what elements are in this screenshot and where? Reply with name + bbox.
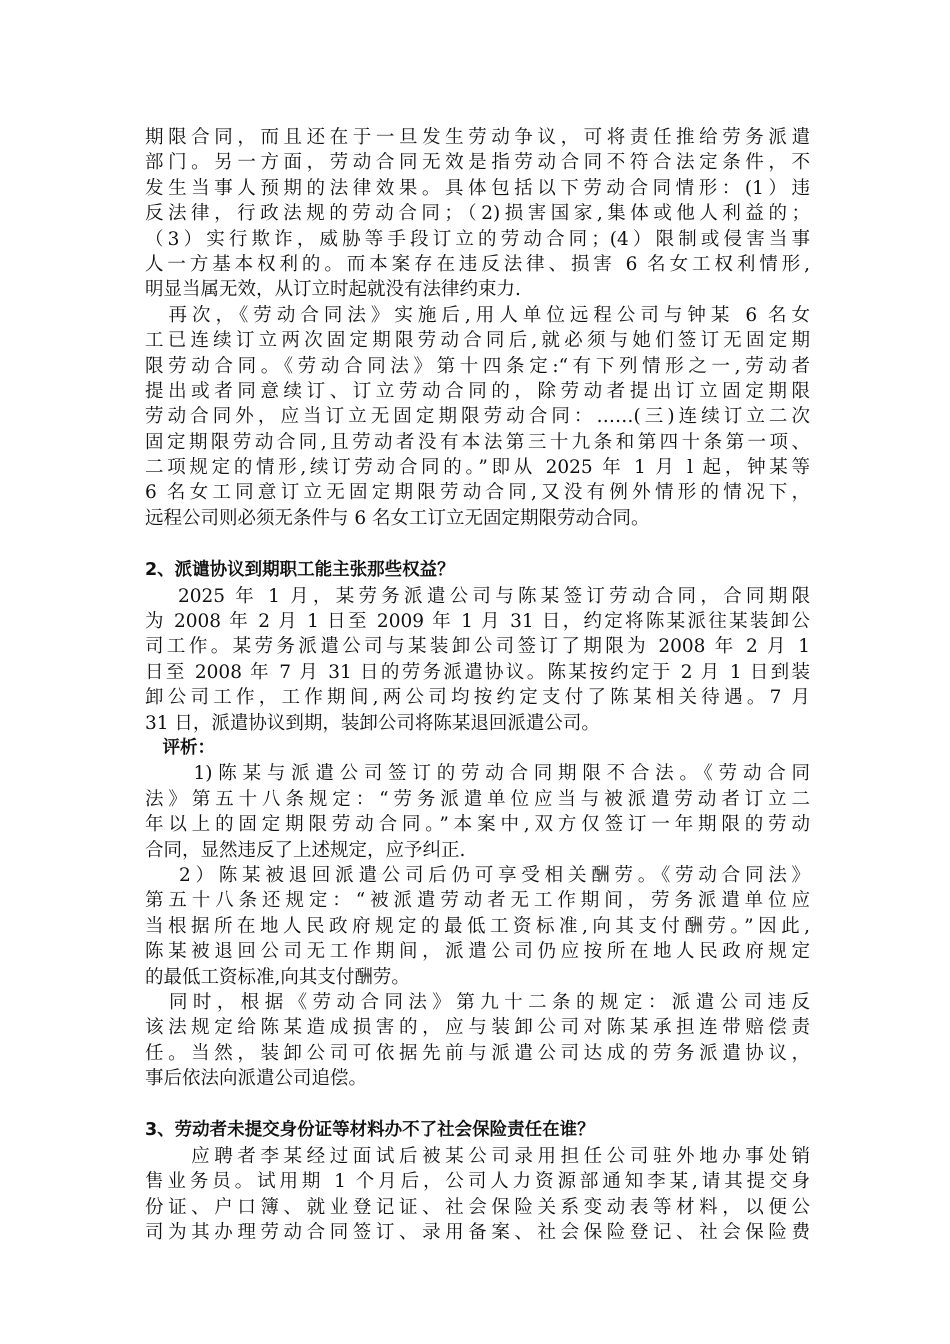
text-line: 明显当属无效，从订立时起就没有法律约束力. [145, 279, 521, 301]
text-line: 第五十八条还规定：“被派遣劳动者无工作期间，劳务派遣单位应 [145, 890, 810, 912]
text-line: 当根据所在地人民政府规定的最低工资标准,向其支付酬劳。”因此, [145, 915, 810, 937]
text-line: 为 2008 年 2 月 1 日至 2009 年 1 月 31 日，约定将陈某派往某装卸公 [145, 611, 810, 633]
text-line: 31 日，派遣协议到期，装卸公司将陈某退回派遣公司。 [145, 712, 600, 734]
text-line: 年以上的固定期限劳动合同。”本案中,双方仅签订一年期限的劳动 [145, 814, 810, 836]
text-line: 发生当事人预期的法律效果。具体包括以下劳动合同情形：(1）违 [145, 177, 810, 199]
text-line: 该法规定给陈某造成损害的，应与装卸公司对陈某承担连带赔偿责 [145, 1017, 810, 1039]
text-line: 远程公司则必须无条件与 6 名女工订立无固定期限劳动合同。 [145, 507, 650, 529]
paragraph-review-point-1 [145, 761, 810, 863]
text-line: 劳动合同外，应当订立无固定期限劳动合同：……(三)连续订立二次 [145, 406, 810, 428]
text-line: 二项规定的情形,续订劳动合同的。”即从 2025 年 1 月 l 起，钟某等 [145, 457, 810, 479]
text-line: 1)陈某与派遣公司签订的劳动合同期限不合法。《劳动合同 [145, 763, 810, 785]
text-line: 固定期限劳动合同,且劳动者没有本法第三十九条和第四十条第一项、 [145, 431, 810, 453]
text-line: 事后依法向派遣公司追偿。 [145, 1068, 368, 1090]
text-line: 2025 年 1 月，某劳务派遣公司与陈某签订劳动合同，合同期限 [145, 585, 810, 607]
text-line: 法》第五十八条规定：“劳务派遣单位应当与被派遣劳动者订立二 [145, 788, 810, 810]
section-heading-2: 2、派谴协议到期职工能主张那些权益？ [145, 560, 455, 581]
text-line: 工已连续订立两次固定期限劳动合同后,就必须与她们签订无固定期 [145, 330, 810, 352]
text-line: 售业务员。试用期 1 个月后，公司人力资源部通知李某,请其提交身 [145, 1171, 810, 1193]
text-line: 同时，根据《劳动合同法》第九十二条的规定：派遣公司违反 [145, 991, 810, 1013]
text-line: 司工作。某劳务派遣公司与某装卸公司签订了期限为 2008 年 2 月 1 [145, 636, 810, 658]
text-line: 份证、户口簿、就业登记证、社会保险关系变动表等材料，以便公 [145, 1196, 810, 1218]
text-line: 的最低工资标准,向其支付酬劳。 [145, 966, 410, 988]
document-body [145, 125, 810, 1245]
text-line: 6 名女工同意订立无固定期限劳动合同,又没有例外情形的情况下， [145, 482, 810, 504]
text-line: 限劳动合同。《劳动合同法》第十四条定:“有下列情形之一,劳动者 [145, 355, 810, 377]
section-gap [145, 531, 810, 558]
text-line: 再次，《劳动合同法》实施后,用人单位远程公司与钟某 6 名女 [145, 304, 810, 326]
paragraph-contract-invalidity [145, 125, 810, 303]
text-line: 2）陈某被退回派遣公司后仍可享受相关酬劳。《劳动合同法》 [145, 864, 810, 886]
paragraph-review-point-2 [145, 863, 810, 990]
text-line: 合同，显然违反了上述规定，应予纠正. [145, 839, 466, 861]
text-line: 司为其办理劳动合同签订、录用备案、社会保险登记、社会保险费 [145, 1222, 810, 1244]
paragraph-joint-liability [145, 990, 810, 1092]
text-line: 卸公司工作，工作期间,两公司均按约定支付了陈某相关待遇。7 月 [145, 687, 810, 709]
review-label: 评析： [145, 737, 215, 758]
text-line: 人一方基本权利的。而本案存在违反法律、损害 6 名女工权利情形, [145, 253, 810, 275]
text-line: 期限合同，而且还在于一旦发生劳动争议，可将责任推给劳务派遣 [145, 127, 810, 148]
text-line: 任。当然，装卸公司可依据先前与派遣公司达成的劳务派遣协议， [145, 1042, 810, 1064]
text-line: 反法律，行政法规的劳动合同；（2)损害国家,集体或他人利益的； [145, 203, 810, 225]
text-line: （3）实行欺诈，威胁等手段订立的劳动合同；(4）限制或侵害当事 [145, 228, 810, 250]
paragraph-open-ended-contract [145, 303, 810, 532]
text-line: 提出或者同意续订、订立劳动合同的，除劳动者提出订立固定期限 [145, 380, 810, 402]
text-line: 应聘者李某经过面试后被某公司录用担任公司驻外地办事处销 [145, 1145, 810, 1167]
paragraph-case-facts [145, 584, 810, 736]
paragraph-case-3-facts [145, 1144, 810, 1246]
text-line: 日至 2008 年 7 月 31 日的劳务派遣协议。陈某按约定于 2 月 1 日到装 [145, 661, 810, 683]
section-heading-3: 3、劳动者未提交身份证等材料办不了社会保险责任在谁？ [145, 1120, 595, 1141]
text-line: 部门。另一方面，劳动合同无效是指劳动合同不符合法定条件，不 [145, 152, 810, 174]
section-gap [145, 1091, 810, 1118]
text-line: 陈某被退回公司无工作期间，派遣公司仍应按所在地人民政府规定 [145, 941, 810, 963]
